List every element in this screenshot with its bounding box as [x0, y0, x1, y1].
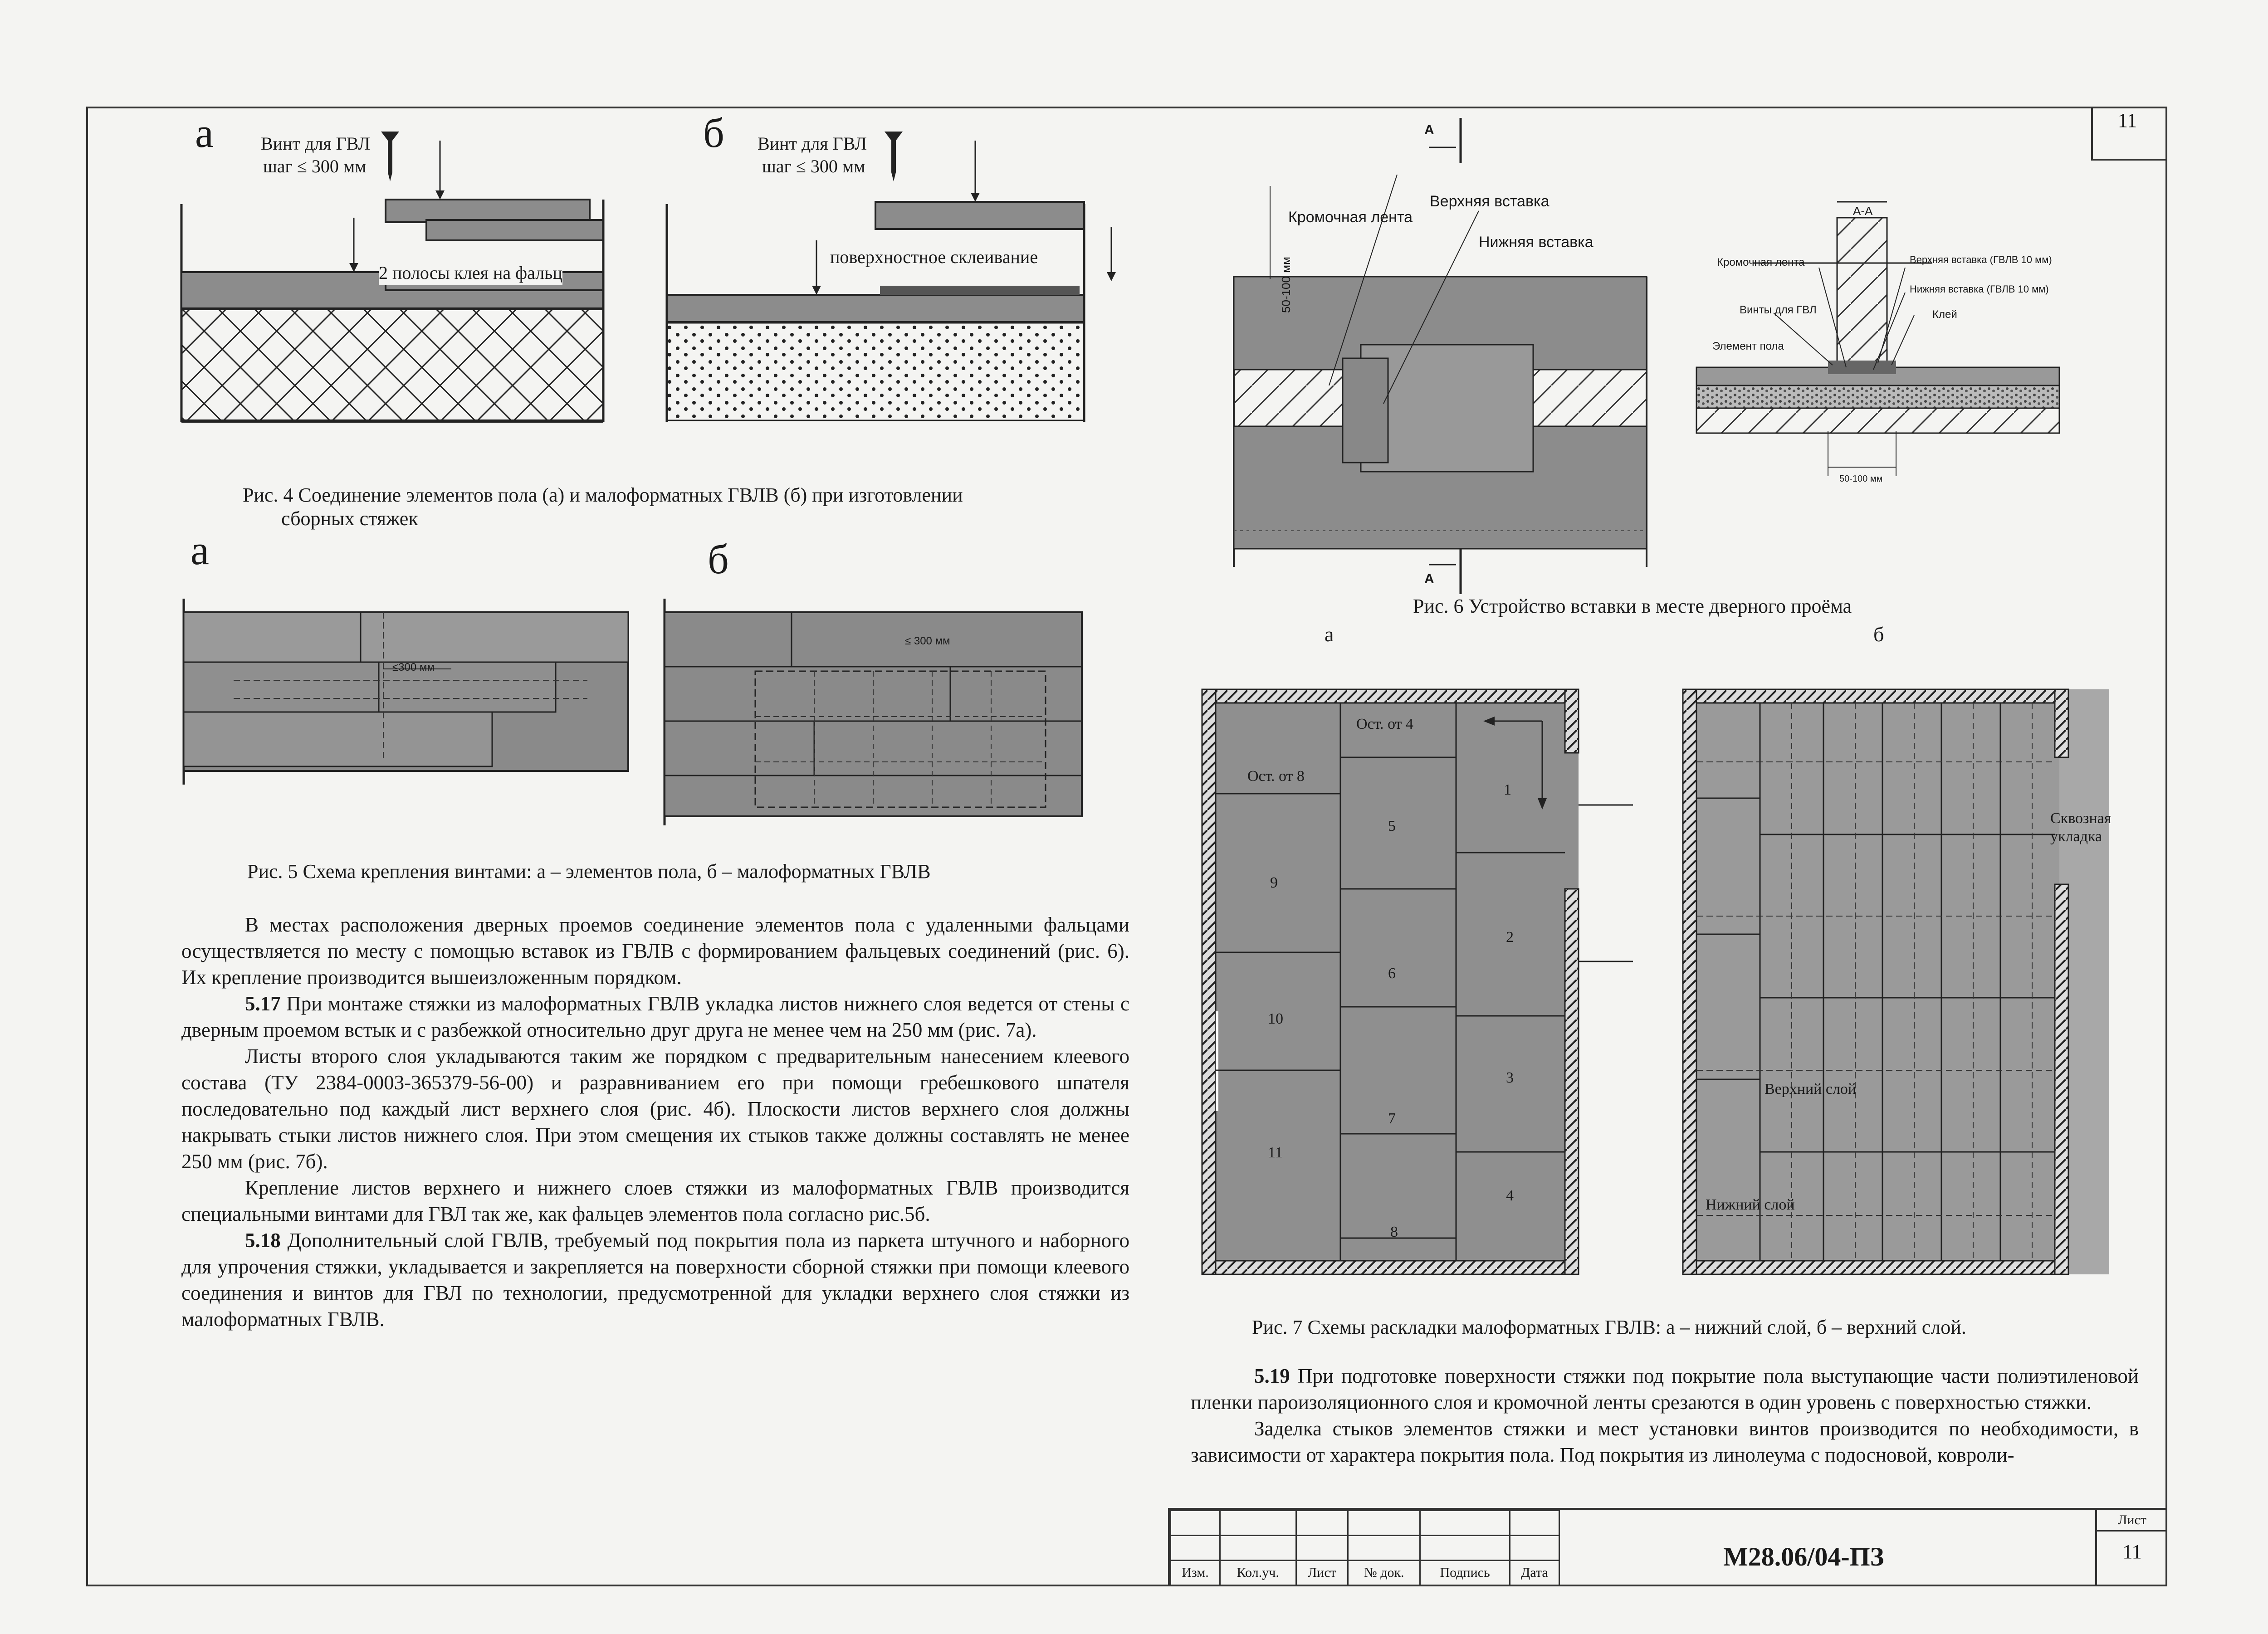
sheet-label: Лист	[2097, 1510, 2167, 1532]
fig7-caption: Рис. 7 Схемы раскладки малоформатных ГВЛВ: а – нижний слой, б – верхний слой.	[1252, 1316, 1966, 1338]
fig6-dim-vertical: 50-100 мм	[1279, 257, 1293, 313]
fig6-floor-element-r-label: Элемент пола	[1712, 340, 1784, 352]
left-paragraph-5-text: Дополнительный слой ГВЛВ, требуемый под покрытия пола из паркета штучного и наборного для упрочения стяжки, укладывается и закрепляется на поверхности сборной стяжки при помощи клеевого соединения и винтов для ГВЛ по технологии, предусмотренной для укладки верхнего слоя стяжки из малоформатных ГВЛВ.	[181, 1229, 1129, 1331]
fig7-num-4: 4	[1506, 1187, 1514, 1204]
sheet-cell	[2095, 1510, 2167, 1585]
stamp-col-doc: № док.	[1348, 1561, 1420, 1585]
fig6-glue-r-label: Клей	[1932, 308, 1957, 321]
fig6-dim-r: 50-100 мм	[1839, 474, 1883, 484]
fig4-letter-a: а	[195, 110, 214, 156]
fig7-upper-layer: Верхний слой	[1765, 1081, 1857, 1097]
fig7-num-2: 2	[1506, 929, 1514, 946]
fig7-through-laying: Сквозная укладка	[2050, 810, 2112, 845]
fig4-letter-b: б	[703, 110, 724, 156]
figure-4	[168, 110, 1143, 467]
figure-6	[1225, 113, 2114, 599]
fig7-letter-b: б	[1873, 623, 1884, 646]
fig5-caption: Рис. 5 Схема крепления винтами: а – элементов пола, б – малоформатных ГВЛВ	[247, 860, 931, 883]
stamp-col-sign: Подпись	[1420, 1561, 1510, 1585]
fig6-section-title: А-А	[1853, 204, 1873, 218]
right-paragraph-2: Заделка стыков элементов стяжки и мест установки винтов производится по необходимости, в зависимости от характера покрытия пола. Под покрытия из линолеума с подосновой, ковроли-	[1191, 1417, 2139, 1466]
fig6-lower-insert-r-label: Нижняя вставка (ГВЛВ 10 мм)	[1910, 283, 2049, 295]
fig7-ost4: Ост. от 4	[1356, 716, 1413, 732]
revision-table	[1170, 1510, 1560, 1586]
document-code: М28.06/04-ПЗ	[1723, 1542, 1884, 1571]
fig5-dim-b: ≤ 300 мм	[905, 635, 950, 647]
fig6-upper-insert-label: Верхняя вставка	[1430, 193, 1549, 210]
fig6-edge-tape-r-label: Кромочная лента	[1717, 256, 1805, 268]
fig4-glue-strips: 2 полосы клея на фальц	[379, 261, 562, 285]
fig5-letter-b: б	[708, 536, 729, 582]
stamp-col-change: Изм.	[1171, 1561, 1220, 1585]
clause-number-5-19: 5.19	[1254, 1365, 1290, 1387]
clause-number-5-17: 5.17	[245, 992, 281, 1015]
left-paragraph-2	[181, 990, 1129, 1043]
page-number: 11	[2117, 109, 2137, 132]
fig4-step-label-a: шаг ≤ 300 мм	[263, 156, 367, 176]
fig4-surface-glue: поверхностное склеивание	[830, 247, 1038, 267]
fig6-section-mark-top: А	[1424, 122, 1434, 137]
stamp-col-qty: Кол.уч.	[1220, 1561, 1296, 1585]
figure-7	[1198, 680, 2112, 1279]
fig7-num-3: 3	[1506, 1069, 1514, 1086]
sheet-number: 11	[2122, 1541, 2142, 1563]
right-paragraph-1	[1191, 1363, 2139, 1415]
fig6-caption: Рис. 6 Устройство вставки в месте дверного проёма	[1413, 595, 1852, 617]
left-paragraph-5	[181, 1227, 1129, 1332]
fig6-upper-insert-r-label: Верхняя вставка (ГВЛВ 10 мм)	[1910, 254, 2052, 265]
fig7-num-8: 8	[1390, 1224, 1398, 1240]
left-paragraph-2-text: При монтаже стяжки из малоформатных ГВЛВ укладка листов нижнего слоя ведется от стены с дверным проемом встык и с разбежкой относительно друг друга не менее чем на 250 мм (рис. 7а).	[181, 992, 1129, 1041]
fig7-num-11: 11	[1268, 1144, 1283, 1161]
fig4-screw-label-b: Винт для ГВЛ	[758, 133, 867, 154]
fig4-caption-line2: сборных стяжек	[281, 507, 418, 530]
left-paragraph-3: Листы второго слоя укладываются таким же порядком с предварительным нанесением клеевого состава (ТУ 2384-0003-365379-56-00) и разравниванием его при помощи гребешкового шпателя последовательно под каждый лист верхнего слоя (рис. 4б). Плоскости листов верхнего слоя должны накрывать стыки листов нижнего слоя. При этом смещения их стыков также должны составлять не менее 250 мм (рис. 7б).	[181, 1045, 1129, 1173]
fig7-num-9: 9	[1270, 874, 1278, 891]
stamp-col-sheet: Лист	[1296, 1561, 1348, 1585]
fig6-edge-tape-label: Кромочная лента	[1288, 209, 1413, 226]
fig5-dim-a: ≤300 мм	[392, 661, 435, 673]
fig6-section-mark-bottom: А	[1424, 571, 1434, 586]
fig7-ost8: Ост. от 8	[1247, 768, 1305, 785]
fig7-num-7: 7	[1388, 1110, 1396, 1127]
right-text-column	[1191, 1363, 2139, 1468]
fig7-num-10: 10	[1268, 1010, 1283, 1027]
right-paragraph-1-text: При подготовке поверхности стяжки под покрытие пола выступающие части полиэтиленовой пленки пароизоляционного слоя и кромочной ленты срезаются в один уровень с поверхностью стяжки.	[1191, 1365, 2139, 1414]
fig7-num-6: 6	[1388, 965, 1396, 982]
clause-number-5-18: 5.18	[245, 1229, 281, 1252]
fig6-screws-r-label: Винты для ГВЛ	[1740, 304, 1817, 316]
fig4-step-label-b: шаг ≤ 300 мм	[762, 156, 865, 176]
fig7-letter-a: а	[1325, 623, 1334, 646]
left-paragraph-1: В местах расположения дверных проемов соединение элементов пола с удаленными фальцами осуществляется по месту с помощью вставок из ГВЛВ с формированием фальцевых соединений (рис. 6). Их крепление производится вышеизложенным порядком.	[181, 913, 1129, 989]
left-paragraph-4: Крепление листов верхнего и нижнего слоев стяжки из малоформатных ГВЛВ производится специальными винтами для ГВЛ так же, как фальцев элементов пола согласно рис.5б.	[181, 1176, 1129, 1225]
title-block	[1168, 1508, 2165, 1585]
fig6-lower-insert-label: Нижняя вставка	[1479, 234, 1593, 251]
fig5-letter-a: а	[191, 527, 209, 573]
fig4-caption-line1: Рис. 4 Соединение элементов пола (а) и малоформатных ГВЛВ (б) при изготовлении	[243, 484, 963, 506]
fig7-num-1: 1	[1504, 781, 1511, 798]
figure-5	[179, 594, 1109, 830]
left-text-column	[181, 912, 1129, 1332]
fig4-screw-label-a: Винт для ГВЛ	[261, 133, 371, 154]
fig7-lower-layer: Нижний слой	[1706, 1196, 1795, 1213]
stamp-col-date: Дата	[1510, 1561, 1559, 1585]
fig7-num-5: 5	[1388, 818, 1396, 834]
